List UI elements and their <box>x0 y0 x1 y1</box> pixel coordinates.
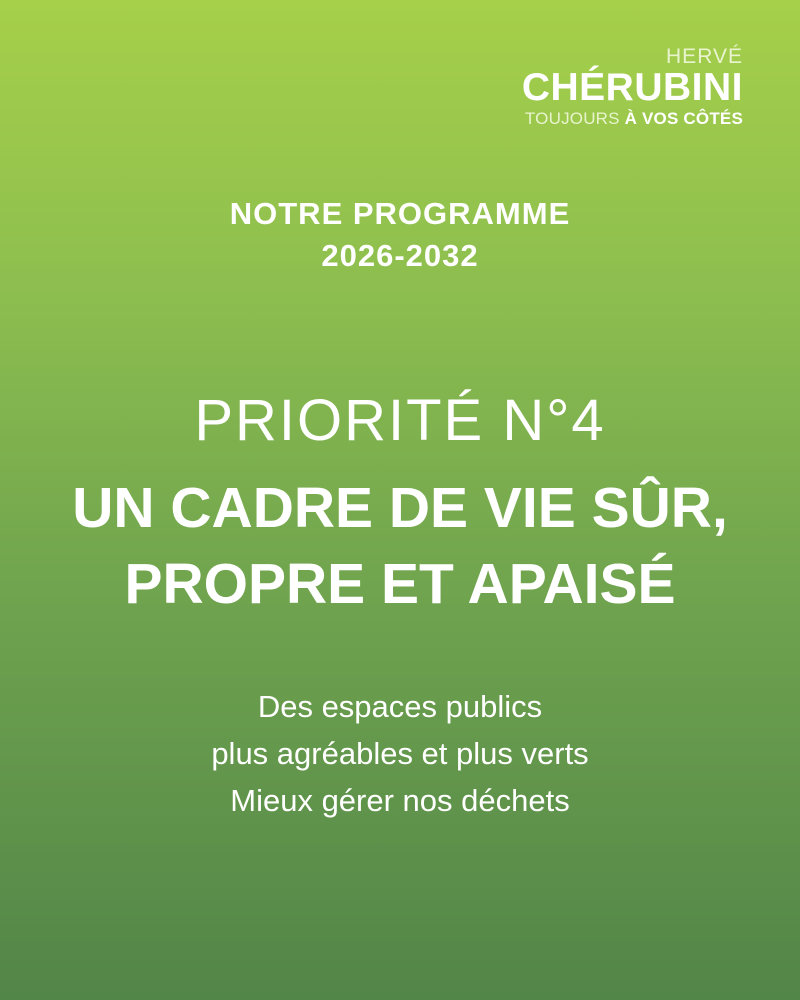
logo-last-name: CHÉRUBINI <box>521 66 743 109</box>
logo-first-name: HERVÉ <box>666 45 743 68</box>
programme-title: NOTRE PROGRAMME <box>229 196 571 231</box>
priority-points <box>0 683 800 824</box>
priority-point: Des espaces publics <box>257 689 543 724</box>
logo-tagline-bold: À VOS CÔTÉS <box>624 109 743 128</box>
priority-title-line-1: UN CADRE DE VIE SÛR, <box>72 476 728 540</box>
priority-point: Mieux gérer nos déchets <box>230 783 570 818</box>
campaign-logo <box>443 46 743 130</box>
priority-point: plus agréables et plus verts <box>211 736 589 771</box>
priority-title-line-2: PROPRE ET APAISÉ <box>124 552 676 616</box>
logo-tagline <box>443 108 743 130</box>
priority-label: PRIORITÉ N°4 <box>194 388 606 453</box>
logo-tagline-light: TOUJOURS <box>524 109 625 128</box>
programme-years: 2026-2032 <box>321 238 479 273</box>
programme-heading <box>0 193 800 277</box>
priority-title <box>0 470 800 622</box>
